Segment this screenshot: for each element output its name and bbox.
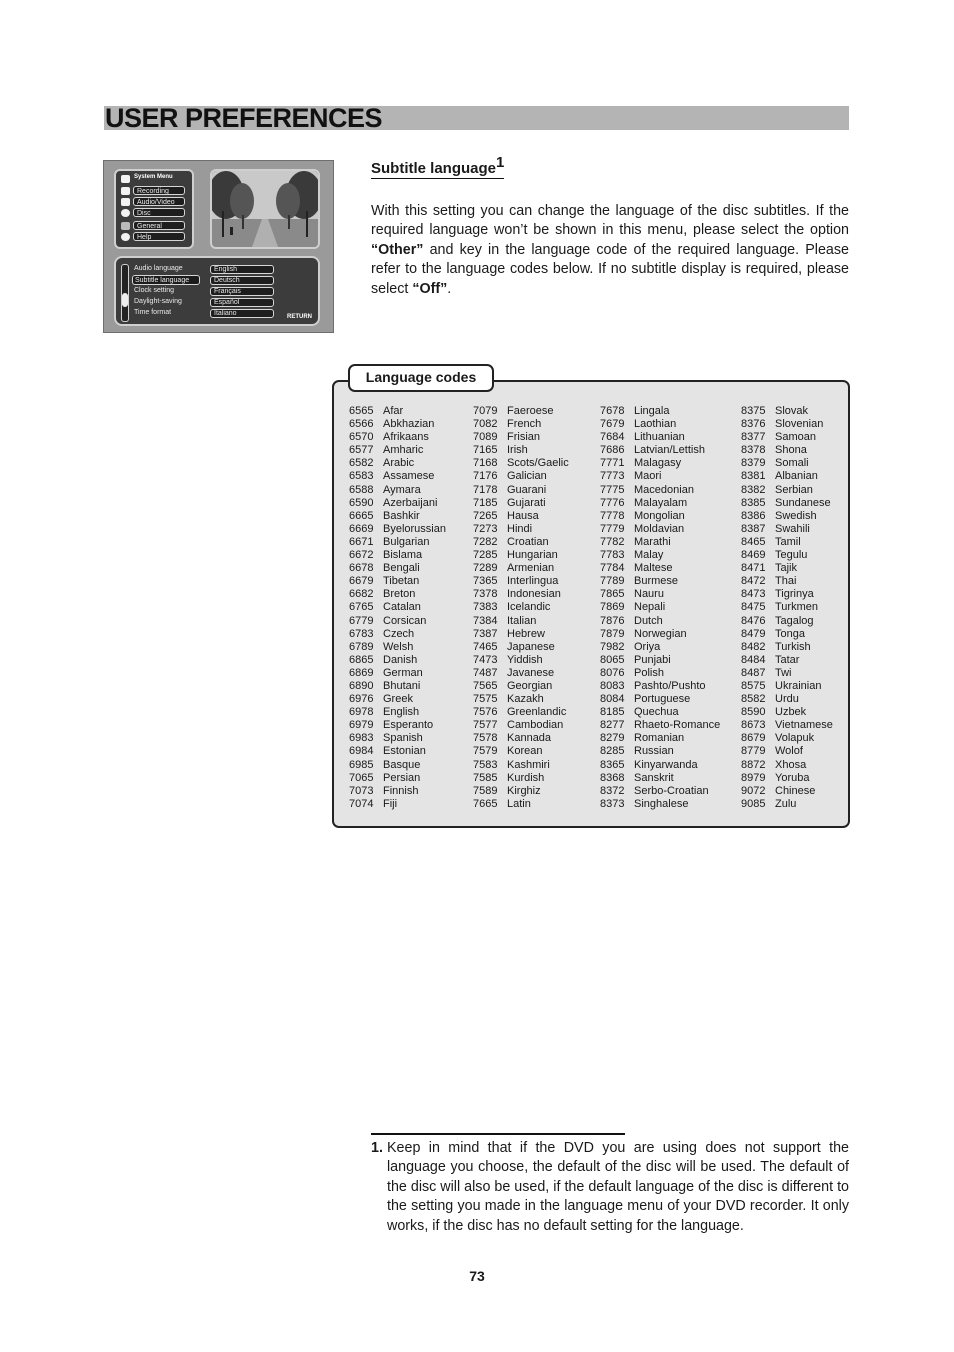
language-code: 6672 [349,549,374,562]
language-code: 7876 [600,614,625,627]
language-name: French [507,418,542,431]
language-code: 7473 [473,653,498,666]
language-code: 7289 [473,562,498,575]
language-name: Chinese [775,784,816,797]
language-name: Samoan [775,431,816,444]
language-name: Arabic [383,457,415,470]
language-code: 8979 [741,771,766,784]
language-name: Twi [775,666,792,679]
language-code: 7869 [600,601,625,614]
language-code: 7384 [473,614,498,627]
language-name: Danish [383,653,418,666]
language-name: Rhaeto-Romance [634,719,721,732]
language-code: 7387 [473,627,498,640]
language-code: 8376 [741,418,766,431]
language-name: Faeroese [507,405,554,417]
language-code: 7578 [473,732,498,745]
language-name: Afrikaans [383,431,429,444]
language-code: 7365 [473,575,498,588]
language-name: Hungarian [507,549,558,562]
language-name: Latvian/Lettish [634,444,705,457]
subtitle-description [371,202,849,299]
page-title: USER PREFERENCES [105,103,383,133]
language-code: 7089 [473,431,498,444]
language-code: 7383 [473,601,498,614]
language-code: 7679 [600,418,625,431]
language-code: 7783 [600,549,625,562]
language-name: German [383,666,423,679]
language-code: 7165 [473,444,498,457]
description-text: and key in the language code of the required language. Please refer to the language codes below. If no subtitle display is required, please select [371,241,849,297]
language-code: 7771 [600,457,625,470]
language-name: Oriya [634,640,661,653]
language-code: 8475 [741,601,766,614]
language-code: 7073 [349,784,374,797]
language-code: 8387 [741,522,766,535]
language-name: Tegulu [775,549,808,562]
language-name: Kazakh [507,693,544,706]
language-code: 8484 [741,653,766,666]
language-code: 8279 [600,732,625,745]
language-name: Interlingua [507,575,559,588]
language-name: Portuguese [634,693,691,706]
language-code: 7684 [600,431,625,444]
language-code: 8872 [741,758,766,771]
language-name: Bashkir [383,509,420,522]
language-code: 8582 [741,693,766,706]
language-code: 7185 [473,496,498,509]
language-code: 7176 [473,470,498,483]
language-code: 7273 [473,522,498,535]
language-code: 8379 [741,457,766,470]
language-code: 7865 [600,588,625,601]
language-code: 6976 [349,693,374,706]
footnote-number: 1. [371,1140,383,1156]
language-name: Ukrainian [775,679,822,692]
language-name: Mongolian [634,509,685,522]
language-code: 6682 [349,588,374,601]
language-code: 7465 [473,640,498,653]
language-name: Hausa [507,509,539,522]
language-name: Japanese [507,640,555,653]
language-code: 8368 [600,771,625,784]
language-name: Estonian [383,745,426,758]
language-code: 7773 [600,470,625,483]
language-code: 7678 [600,405,625,417]
language-name: Tagalog [775,614,814,627]
disc-icon [121,209,130,217]
language-name: Nepali [634,601,666,614]
osd-menu-item: Recording [133,186,185,195]
osd-menu-item: General [133,221,185,230]
language-name: Russian [634,745,674,758]
general-icon [121,222,130,230]
language-name: Abkhazian [383,418,435,431]
osd-preview-image [210,169,320,249]
language-name: Maori [634,470,662,483]
language-name: Catalan [383,601,421,614]
language-name: Kurdish [507,771,545,784]
language-code: 8385 [741,496,766,509]
language-code: 7575 [473,693,498,706]
description-text: . [447,280,452,297]
language-code: 8476 [741,614,766,627]
language-name: Punjabi [634,653,671,666]
language-name: Serbo-Croatian [634,784,709,797]
language-code: 7565 [473,679,498,692]
language-code: 6783 [349,627,374,640]
osd-setting-item: Audio language [134,265,183,272]
language-code: 6984 [349,745,374,758]
osd-system-menu [114,169,194,249]
language-code: 8285 [600,745,625,758]
language-name: Bislama [383,549,423,562]
language-name: Serbian [775,483,813,496]
language-name: Aymara [383,483,421,496]
language-name: Fiji [383,797,398,810]
language-name: Tibetan [383,575,420,588]
language-code: 8382 [741,483,766,496]
audio-video-icon [121,198,130,206]
language-code: 6978 [349,706,374,719]
language-code: 7784 [600,562,625,575]
language-code: 8375 [741,405,766,417]
language-name: Afar [383,405,404,417]
language-name: Swedish [775,509,817,522]
language-code: 8076 [600,666,625,679]
option-off: “Off” [412,280,448,297]
language-name: Slovenian [775,418,824,431]
language-name: Shona [775,444,807,457]
language-code: 8575 [741,679,766,692]
option-other: “Other” [371,241,424,258]
language-name: Gujarati [507,496,546,509]
language-name: Norwegian [634,627,687,640]
language-code: 6582 [349,457,374,470]
language-code: 8372 [600,784,625,797]
language-name: Georgian [507,679,553,692]
language-code: 7065 [349,771,374,784]
help-icon [121,233,130,241]
language-name: Kashmiri [507,758,550,771]
language-name: Uzbek [775,706,807,719]
osd-setting-item: Time format [134,309,172,316]
language-name: Lithuanian [634,431,685,444]
language-name: Tonga [775,627,805,640]
language-code: 8473 [741,588,766,601]
language-code: 6590 [349,496,374,509]
language-code: 7775 [600,483,625,496]
language-name: Basque [383,758,421,771]
system-menu-icon [121,175,130,183]
language-code: 7686 [600,444,625,457]
language-name: Amharic [383,444,424,457]
osd-option: English [210,265,274,274]
language-code: 8482 [741,640,766,653]
language-name: Persian [383,771,421,784]
language-name: Singhalese [634,797,689,810]
language-code: 7789 [600,575,625,588]
language-name: Nauru [634,588,664,601]
language-code: 6566 [349,418,374,431]
language-name: Spanish [383,732,423,745]
language-name: Armenian [507,562,555,575]
language-code: 7982 [600,640,625,653]
language-name: Albanian [775,470,818,483]
language-name: Vietnamese [775,719,833,732]
osd-scrollbar [121,264,129,322]
language-name: Yoruba [775,771,810,784]
osd-menu-item: Help [133,232,185,241]
language-name: Burmese [634,575,679,588]
language-code: 7074 [349,797,374,810]
language-code: 8487 [741,666,766,679]
language-name: Bengali [383,562,420,575]
subtitle-heading-text: Subtitle language [371,160,497,177]
language-name: Romanian [634,732,685,745]
language-code: 6979 [349,719,374,732]
osd-menu-item: Disc [133,208,185,217]
language-name: Welsh [383,640,414,653]
language-code: 7782 [600,535,625,548]
osd-setting-item: Daylight-saving [134,298,182,305]
language-code: 7665 [473,797,498,810]
language-name: Javanese [507,666,555,679]
subtitle-heading [371,154,505,179]
language-code: 8277 [600,719,625,732]
language-name: Bhutani [383,679,421,692]
language-name: Kannada [507,732,552,745]
language-code: 8472 [741,575,766,588]
language-name: Indonesian [507,588,561,601]
language-code: 8679 [741,732,766,745]
language-code: 8084 [600,693,625,706]
language-name: Urdu [775,693,799,706]
language-code: 7168 [473,457,498,470]
language-code: 8065 [600,653,625,666]
language-code: 6679 [349,575,374,588]
language-code: 6570 [349,431,374,444]
language-code: 6678 [349,562,374,575]
language-code: 7487 [473,666,498,679]
language-code: 8083 [600,679,625,692]
language-name: Somali [775,457,809,470]
language-name: English [383,706,420,719]
language-name: Greenlandic [507,706,567,719]
language-code: 8779 [741,745,766,758]
language-name: Thai [775,575,797,588]
osd-settings-panel [114,256,320,326]
language-code: 9085 [741,797,766,810]
footnote-reference: 1 [496,154,505,171]
language-code: 6577 [349,444,374,457]
language-name: Zulu [775,797,797,810]
language-code: 7879 [600,627,625,640]
language-name: Icelandic [507,601,551,614]
language-code: 8673 [741,719,766,732]
language-code: 6985 [349,758,374,771]
osd-setting-item: Clock setting [134,287,175,294]
language-name: Laothian [634,418,677,431]
language-name: Czech [383,627,415,640]
language-name: Latin [507,797,531,810]
footnote-text: Keep in mind that if the DVD you are using does not support the language you choose, the default of the disc will be used. The default of the disc will also be used, if the default language of the disc is different to the setting you made in the language menu of your DVD recorder. It only works, if the disc has no default setting for the language. [387,1140,849,1234]
language-name: Kinyarwanda [634,758,698,771]
recording-icon [121,187,130,195]
language-code: 6765 [349,601,374,614]
language-name: Irish [507,444,528,457]
language-name: Moldavian [634,522,685,535]
language-name: Malay [634,549,664,562]
language-code: 6565 [349,405,374,417]
language-name: Slovak [775,405,809,417]
language-name: Hebrew [507,627,545,640]
language-name: Corsican [383,614,427,627]
language-name: Korean [507,745,543,758]
language-code: 7585 [473,771,498,784]
language-code: 6983 [349,732,374,745]
osd-option: Italiano [210,309,274,318]
language-name: Malayalam [634,496,688,509]
language-name: Azerbaijani [383,496,438,509]
language-name: Sundanese [775,496,831,509]
section-header-bar [104,103,849,133]
language-code: 8465 [741,535,766,548]
language-code: 7589 [473,784,498,797]
language-name: Scots/Gaelic [507,457,569,470]
language-name: Guarani [507,483,547,496]
language-code: 7265 [473,509,498,522]
language-name: Volapuk [775,732,815,745]
language-code: 6865 [349,653,374,666]
language-name: Croatian [507,535,549,548]
language-code: 8185 [600,706,625,719]
language-name: Pashto/Pushto [634,679,706,692]
language-code: 7178 [473,483,498,496]
language-name: Galician [507,470,547,483]
language-code: 6671 [349,535,374,548]
park-preview-image [212,171,318,247]
language-name: Turkmen [775,601,818,614]
language-code: 8590 [741,706,766,719]
language-code: 8381 [741,470,766,483]
language-code: 6583 [349,470,374,483]
language-name: Malagasy [634,457,682,470]
language-name: Assamese [383,470,435,483]
language-code: 8479 [741,627,766,640]
language-name: Finnish [383,784,419,797]
language-code: 7779 [600,522,625,535]
language-name: Cambodian [507,719,564,732]
osd-menu-title: System Menu [134,174,173,180]
language-name: Quechua [634,706,679,719]
language-code: 7576 [473,706,498,719]
language-name: Tigrinya [775,588,814,601]
language-code: 7776 [600,496,625,509]
language-name: Kirghiz [507,784,541,797]
language-code: 7583 [473,758,498,771]
language-name: Bulgarian [383,535,430,548]
language-code: 8469 [741,549,766,562]
language-code: 6588 [349,483,374,496]
language-name: Tajik [775,562,798,575]
language-name: Esperanto [383,719,434,732]
language-code: 6869 [349,666,374,679]
language-name: Wolof [775,745,803,758]
language-name: Marathi [634,535,671,548]
language-code: 8373 [600,797,625,810]
language-codes-title: Language codes [348,364,494,392]
language-name: Tatar [775,653,800,666]
language-code: 8378 [741,444,766,457]
language-name: Byelorussian [383,522,446,535]
language-code: 7079 [473,405,498,417]
language-name: Xhosa [775,758,807,771]
language-name: Yiddish [507,653,543,666]
language-code: 8471 [741,562,766,575]
language-name: Italian [507,614,537,627]
osd-menu-item: Audio/Video [133,197,185,206]
language-code: 8365 [600,758,625,771]
language-code: 8386 [741,509,766,522]
language-code: 7579 [473,745,498,758]
osd-option: Deutsch [210,276,274,285]
language-code: 6669 [349,522,374,535]
language-code: 6779 [349,614,374,627]
language-name: Tamil [775,535,801,548]
language-code: 6890 [349,679,374,692]
osd-option: Français [210,287,274,296]
menu-screenshot [103,160,334,333]
language-code: 9072 [741,784,766,797]
language-name: Greek [383,693,413,706]
description-text: With this setting you can change the language of the disc subtitles. If the required language won’t be shown in this menu, please select the option [371,203,849,239]
language-code: 7778 [600,509,625,522]
language-code: 6789 [349,640,374,653]
language-name: Lingala [634,405,670,417]
language-name: Polish [634,666,664,679]
language-name: Hindi [507,522,533,535]
page-number: 73 [469,1268,485,1284]
language-name: Swahili [775,522,810,535]
language-name: Dutch [634,614,663,627]
language-name: Turkish [775,640,811,653]
language-code: 8377 [741,431,766,444]
language-name: Sanskrit [634,771,674,784]
osd-option: Español [210,298,274,307]
language-name: Breton [383,588,416,601]
language-name: Macedonian [634,483,694,496]
language-code: 6665 [349,509,374,522]
footnote-rule [371,1133,625,1135]
osd-return-label: RETURN [287,314,312,320]
language-code: 7282 [473,535,498,548]
language-code: 7378 [473,588,498,601]
language-code: 7285 [473,549,498,562]
language-name: Frisian [507,431,541,444]
osd-setting-item-selected: Subtitle language [132,275,200,285]
language-code: 7577 [473,719,498,732]
language-name: Maltese [634,562,673,575]
language-code: 7082 [473,418,498,431]
